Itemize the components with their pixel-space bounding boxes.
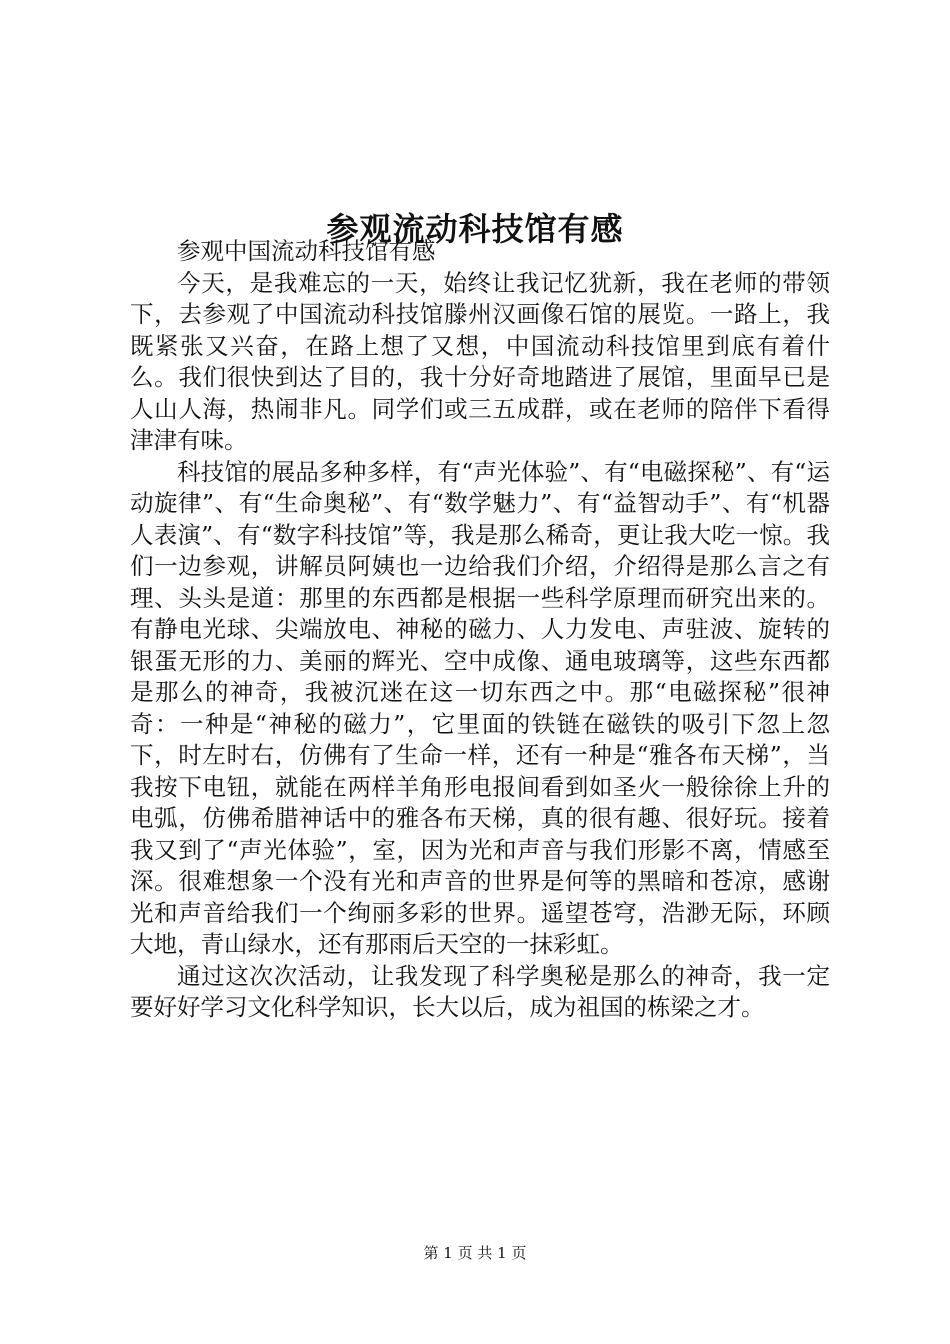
paragraph-2: 科技馆的展品多种多样，有“声光体验”、有“电磁探秘”、有“运动旋律”、有“生命奥秘”、有“数学魅力”、有“益智动手”、有“机器人表演”、有“数字科技馆”等，我是那么稀奇，更让我大吃一惊。我们一边参观，讲解员阿姨也一边给我们介绍，介绍得是那么言之有理、头头是道：那里的东西都是根据一些科学原理而研究出来的。有静电光球、尖端放电、神秘的磁力、人力发电、声驻波、旋转的银蛋无形的力、美丽的辉光、空中成像、通电玻璃等，这些东西都是那么的神奇，我被沉迷在这一切东西之中。那“电磁探秘”很神奇：一种是“神秘的磁力”，它里面的铁链在磁铁的吸引下忽上忽下，时左时右，仿佛有了生命一样，还有一种是“雅各布天梯”，当我按下电钮，就能在两样羊角形电报间看到如圣火一般徐徐上升的电弧，仿佛希腊神话中的雅各布天梯，真的很有趣、很好玩。接着我又到了“声光体验”，室，因为光和声音与我们形影不离，情感至深。很难想象一个没有光和声音的世界是何等的黑暗和苍凉，感谢光和声音给我们一个绚丽多彩的世界。遥望苍穹，浩渺无际，环顾大地，青山绿水，还有那雨后天空的一抹彩虹。 (130, 457, 830, 958)
document-subtitle: 参观中国流动科技馆有感 (177, 237, 436, 265)
paragraph-3: 通过这次次活动，让我发现了科学奥秘是那么的神奇，我一定要好好学习文化科学知识，长大以后，成为祖国的栋梁之才。 (130, 961, 830, 1021)
page-title: 参观流动科技馆有感 (326, 210, 624, 249)
paragraph-1: 今天，是我难忘的一天，始终让我记忆犹新，我在老师的带领下，去参观了中国流动科技馆滕州汉画像石馆的展览。一路上，我既紧张又兴奋，在路上想了又想，中国流动科技馆里到底有着什么。我们很快到达了目的，我十分好奇地踏进了展馆，里面早已是人山人海，热闹非凡。同学们或三五成群，或在老师的陪伴下看得津津有味。 (130, 268, 830, 454)
page-footer: 第 1 页 共 1 页 (423, 1244, 527, 1262)
document-body (130, 236, 830, 1024)
